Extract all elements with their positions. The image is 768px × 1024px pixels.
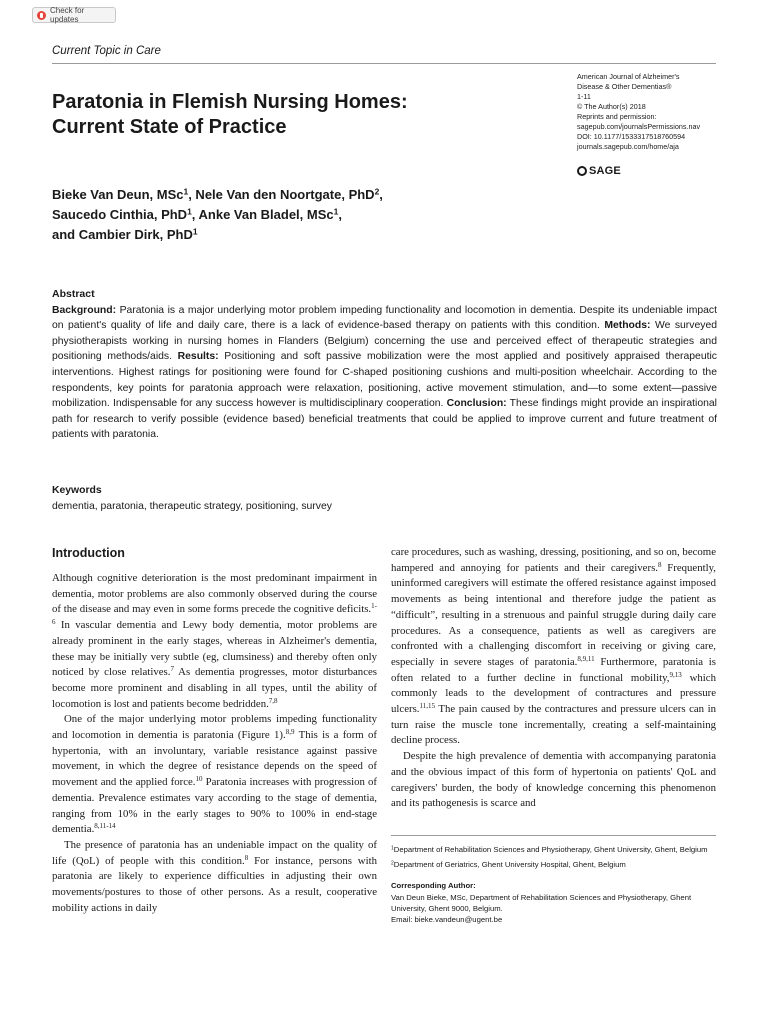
abstract [52, 287, 717, 443]
citation[interactable]: 8,11-14 [94, 822, 116, 831]
author-line-3 [52, 225, 572, 245]
affiliation-marker: 2 [374, 186, 380, 197]
text-run: The pain caused by the contractures and pressure ulcers can in turn raise the muscle tone incrementally, creating a self-maintaining decline process. [391, 703, 716, 747]
conclusion-label: Conclusion: [446, 398, 507, 410]
text-run: Although cognitive deterioration is the most predominant impairment in dementia, motor problems are also commonly observed during the course of the disease and may even in some forms precede the cognitive deficits. [52, 572, 377, 616]
text-run: Paratonia increases with progression of dementia. Prevalence estimates vary according to the stage of dementia, ranging from 10% in the early stages to 90% to 100% in end-stage dementia. [52, 776, 377, 836]
corresponding-author-address: Van Deun Bieke, MSc, Department of Rehabilitation Sciences and Physiotherapy, Ghent University, Ghent 9000, Belgium. [391, 892, 692, 913]
methods-label: Methods: [604, 320, 651, 332]
citation[interactable]: 9,13 [669, 670, 682, 679]
text-run: For instance, persons with paratonia are likely to experience difficulties in adjusting their own movements/postures to those of other persons. As a result, cooperative mobility actions in daily [52, 854, 377, 914]
citation[interactable]: 8 [657, 560, 662, 569]
check-for-updates-badge[interactable] [32, 7, 116, 23]
journal-metadata [577, 72, 737, 152]
affiliation-marker: 1 [183, 186, 189, 197]
sage-logo-text: SAGE [589, 165, 621, 177]
article-title [52, 90, 502, 140]
text-run: Despite the high prevalence of dementia with accompanying paratonia and the obvious impact of this form of hypertonia on patients' QoL and caregivers' burden, the body of knowledge concerning this phenomenon and its pathogenesis is scarce and [391, 750, 716, 810]
text-run: The presence of paratonia has an undeniable impact on the quality of life (QoL) of people with this condition. [52, 838, 377, 867]
update-icon [37, 11, 46, 20]
author-line-1 [52, 185, 572, 205]
affiliation-marker: 1 [391, 845, 394, 852]
citation[interactable]: 7 [170, 665, 174, 674]
affiliation-marker: 1 [187, 206, 192, 217]
author-name: , Nele Van den Noortgate, PhD [188, 187, 375, 202]
text-run: As dementia progresses, motor disturbances become more prominent and disabling in all types, until the ability of locomotion is lost and patients become bedridden. [52, 666, 377, 710]
affiliation-1 [391, 844, 721, 855]
citation[interactable]: 8,9 [285, 728, 295, 737]
text-run: This is a form of hypertonia, with an involuntary, variable resistance against passive movement, in which the degree of resistance depends on the speed of movement and the applied force. [52, 729, 377, 789]
separator: , [338, 207, 342, 222]
results-label: Results: [177, 351, 219, 363]
author-list [52, 185, 572, 245]
footnotes [391, 844, 721, 925]
text-run: In vascular dementia and Lewy body dementia, motor problems are already prominent in the early stages, whereas in Alzheimer's dementia, these may be initially very subtle (eg, clumsiness) and thereby often only noticed by close relatives. [52, 619, 377, 679]
journal-name-line-1: American Journal of Alzheimer's [577, 72, 680, 81]
abstract-heading: Abstract [52, 288, 95, 300]
footnote-divider [391, 835, 716, 836]
paragraph-continued [391, 545, 716, 749]
citation[interactable]: 8,9,11 [577, 655, 595, 664]
sage-logo-icon [577, 166, 587, 176]
copyright: © The Author(s) 2018 [577, 102, 646, 111]
results-text: Positioning and soft passive mobilization were the most applied and positively appraised therapeutic interventions. Highest ratings for positioning were found for C-shaped positioning cushions and multi-position wheelchair. According to the respondents, key points for paratonia approach were relaxation, positioning, active movement stimulation, and—to some extent—passive mobilization. Indispensable for any success however is multidisciplinary cooperation. [52, 351, 717, 410]
affiliation-2 [391, 859, 721, 870]
keywords-text: dementia, paratonia, therapeutic strategy, positioning, survey [52, 500, 332, 512]
article-category: Current Topic in Care [52, 45, 161, 57]
body-column-left [52, 571, 377, 916]
journal-name-line-2: Disease & Other Dementias® [577, 82, 672, 91]
affiliation-text: Department of Geriatrics, Ghent University Hospital, Ghent, Belgium [393, 860, 626, 870]
header-divider [52, 63, 716, 64]
permissions-link[interactable]: sagepub.com/journalsPermissions.nav [577, 122, 701, 131]
corresponding-author-heading: Corresponding Author: [391, 881, 476, 891]
affiliation-marker: 2 [391, 860, 394, 867]
journal-url[interactable]: journals.sagepub.com/home/aja [577, 142, 679, 151]
citation[interactable]: 7,8 [268, 696, 278, 705]
corresponding-author-email[interactable]: Email: bieke.vandeun@ugent.be [391, 915, 503, 925]
separator: , [379, 187, 383, 202]
author-name: , Anke Van Bladel, MSc [191, 207, 334, 222]
methods-text: We surveyed physiotherapists working in nursing homes in Flanders (Belgium) concerning the use and perceived effect of therapeutic strategies and positioning methods/aids. [52, 320, 717, 363]
abstract-body [52, 303, 717, 443]
article-title-line-1: Paratonia in Flemish Nursing Homes: [52, 91, 408, 113]
check-for-updates-label: Check for updates [50, 6, 85, 24]
paragraph [52, 838, 377, 917]
citation[interactable]: 11,15 [419, 702, 436, 711]
affiliation-text: Department of Rehabilitation Sciences and Physiotherapy, Ghent University, Ghent, Belgium [393, 845, 708, 854]
reprints-label: Reprints and permission: [577, 112, 657, 121]
author-name: and Cambier Dirk, PhD [52, 227, 193, 242]
sage-logo [577, 165, 621, 177]
conclusion-text: These findings might provide an inspirational path for research to verify possible (evidence based) beneficial treatments that could be applied to improve current and future treatment of patients with paratonia. [52, 398, 717, 441]
text-run: which commonly leads to the development of contractures and pressure ulcers. [391, 671, 716, 716]
text-run: care procedures, such as washing, dressing, positioning, and so on, become hampered and annoying for patients and their caregivers. [391, 546, 716, 574]
citation[interactable]: 10 [195, 775, 203, 784]
article-title-line-2: Current State of Practice [52, 116, 287, 138]
paragraph [391, 749, 716, 812]
background-text: Paratonia is a major underlying motor problem impeding functionality and locomotion in dementia. Despite its undeniable impact on patient's quality of life and daily care, there is a lack of evidence-based therapy on patients with this condition. [52, 304, 717, 332]
body-column-right [391, 545, 716, 812]
citation[interactable]: 8 [244, 853, 249, 862]
page-range: 1-11 [577, 92, 591, 101]
paragraph [52, 712, 377, 838]
introduction-heading: Introduction [52, 546, 125, 560]
affiliation-marker: 1 [192, 226, 198, 237]
text-run: One of the major underlying motor problems impeding functionality and locomotion in dementia is paratonia (Figure 1). [52, 713, 377, 742]
author-line-2 [52, 205, 572, 225]
keywords-heading: Keywords [52, 485, 102, 496]
paragraph [52, 571, 377, 712]
text-run: Furthermore, paratonia is often related to a further decline in functional mobility, [391, 655, 716, 684]
doi[interactable]: DOI: 10.1177/1533317518760594 [577, 132, 686, 141]
affiliation-marker: 1 [333, 206, 339, 217]
keywords [52, 483, 717, 514]
author-name: Bieke Van Deun, MSc [52, 187, 184, 202]
text-run: Frequently, uninformed caregivers will estimate the offered resistance against imposed movements as being intentional and therefore judge the patient as “difficult”, resulting in a strenuous and painful struggle during daily care procedures. As a consequence, patients as well as caregivers are confronted with a challenging discomfort in receiving or giving care, especially in severe stages of paratonia. [391, 561, 716, 668]
author-name: Saucedo Cinthia, PhD [52, 207, 188, 222]
citation[interactable]: 1-6 [52, 602, 377, 627]
background-label: Background: [52, 304, 117, 316]
